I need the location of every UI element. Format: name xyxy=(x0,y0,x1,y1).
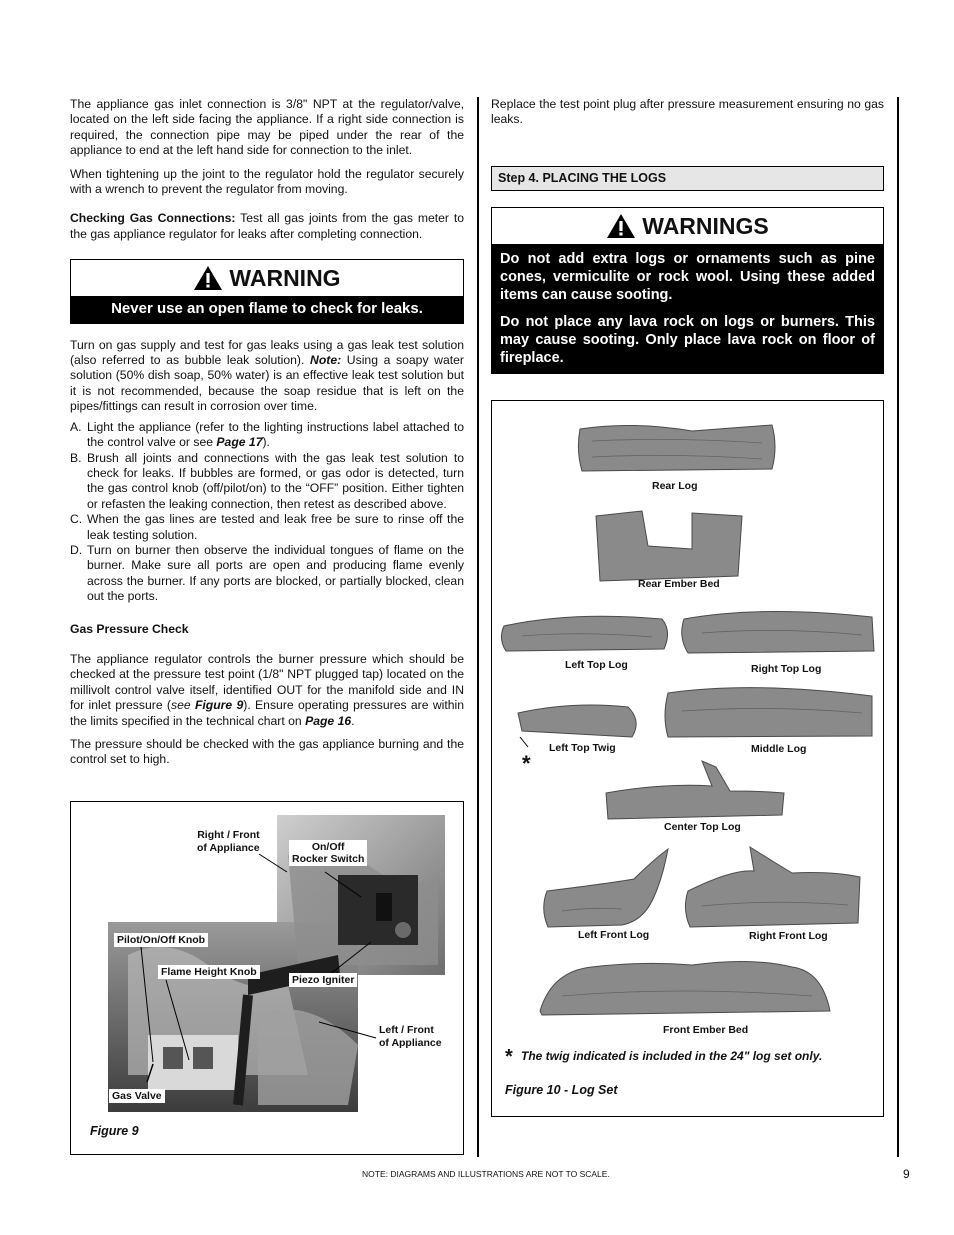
leak-test-text: Turn on gas supply and test for gas leaks using a gas leak test solution (also referred to as bubble leak solution). xyxy=(70,337,464,368)
list-item xyxy=(70,451,464,513)
list-item-text: Turn on burner then observe the individual tongues of flame on the burner. Make sure all ports are open and producing flame evenly across the burner. If any ports are blocked, or partially blocked, clean out the ports. xyxy=(87,542,464,604)
leak-warning-box xyxy=(70,259,464,323)
twig-note-asterisk: * xyxy=(505,1046,513,1068)
list-item-key: D. xyxy=(70,542,83,557)
list-item-text: Brush all joints and connections with the gas leak test solution to check for leaks. If bubbles are formed, or gas odor is detected, turn the gas control knob (off/pilot/on) to the “OFF” position. Either tighten or refasten the leaking connection, then retest as described above. xyxy=(87,450,464,511)
checking-connections-paragraph xyxy=(70,211,464,242)
gas-inlet-paragraph: The appliance gas inlet connection is 3/8" NPT at the regulator/valve, located on the left side facing the appliance. If a right side connection is required, the connection pipe may be piped under the rear of the appliance to end at the left hand side for connection to the inlet. xyxy=(70,97,464,158)
log-warnings-box xyxy=(491,207,884,374)
left-column xyxy=(70,97,464,776)
leak-warning-header xyxy=(71,260,463,296)
leak-test-note-text: Using a soapy water solution (50% dish soap, 50% water) is an effective leak test solution but it is not recommended, because the soap residue that is left on the pipes/fittings can result in corrosion over time. xyxy=(70,353,464,414)
log-warnings-title: WARNINGS xyxy=(642,212,769,239)
gas-pressure-text: The appliance regulator controls the burner pressure which should be checked at the pressure test point (1/8" NPT plugged tap) located on the millivolt control valve itself, identified OUT for the manifold side and IN for inlet pressure ( xyxy=(70,651,464,713)
log-set-illustration xyxy=(492,401,883,1116)
figure-10-frame xyxy=(491,400,884,1117)
rear-ember-bed-label: Rear Ember Bed xyxy=(638,578,720,590)
gas-pressure-text-3: . xyxy=(351,713,355,728)
middle-log-label: Middle Log xyxy=(751,743,807,755)
leak-test-paragraph xyxy=(70,338,464,415)
pilot-knob-label: Pilot/On/Off Knob xyxy=(114,933,208,947)
log-warnings-header xyxy=(492,208,883,244)
gas-valve-label: Gas Valve xyxy=(109,1089,165,1103)
footer-note: NOTE: DIAGRAMS AND ILLUSTRATIONS ARE NOT TO SCALE. xyxy=(362,1169,610,1179)
page-edge-rule xyxy=(897,97,899,1157)
warning-triangle-icon xyxy=(606,213,636,239)
figure-10-caption: Figure 10 - Log Set xyxy=(505,1083,618,1097)
figure-reference: Figure 9 xyxy=(190,698,244,713)
warning-triangle-icon xyxy=(193,265,223,291)
step-4-heading: Step 4. PLACING THE LOGS xyxy=(491,166,884,191)
page-number: 9 xyxy=(903,1167,910,1181)
front-ember-bed-label: Front Ember Bed xyxy=(663,1024,749,1036)
list-item-key: B. xyxy=(70,450,82,465)
gas-pressure-text-2: ). Ensure operating pressures are within the limits specified in the technical chart on xyxy=(70,698,464,728)
leak-test-steps xyxy=(70,420,464,605)
right-top-log-label: Right Top Log xyxy=(751,663,822,675)
page-reference: Page 16 xyxy=(305,713,352,728)
checking-connections-label: Checking Gas Connections: xyxy=(70,211,236,226)
list-item-text: When the gas lines are tested and leak free be sure to rinse off the leak testing solution. xyxy=(87,512,464,542)
figure-9-caption: Figure 9 xyxy=(90,1124,139,1138)
gas-pressure-heading: Gas Pressure Check xyxy=(70,621,189,636)
list-item xyxy=(70,512,464,543)
checking-connections-text: Test all gas joints from the gas meter to the gas appliance regulator for leaks after completing connection. xyxy=(70,211,465,241)
leak-warning-title: WARNING xyxy=(229,264,341,291)
left-front-label: Left / Front of Appliance xyxy=(379,1024,442,1049)
warning-lava-rock-text: Do not place any lava rock on logs or burners. This may cause sooting. Only place lava rock on floor of fireplace. xyxy=(500,314,875,367)
leak-warning-text: Never use an open flame to check for leaks. xyxy=(71,296,463,322)
page-reference: Page 17 xyxy=(216,435,263,450)
gas-pressure-paragraph xyxy=(70,652,464,729)
list-item xyxy=(70,543,464,605)
column-divider xyxy=(477,97,479,1157)
twig-asterisk: * xyxy=(522,751,531,776)
center-top-log-label: Center Top Log xyxy=(664,821,741,833)
twig-note: The twig indicated is included in the 24" log set only. xyxy=(521,1049,823,1063)
onoff-switch-label: On/Off Rocker Switch xyxy=(289,840,367,866)
see-text: see xyxy=(170,698,191,713)
leak-test-note-label: Note: xyxy=(310,353,342,368)
left-front-log-label: Left Front Log xyxy=(578,929,650,941)
left-top-log-label: Left Top Log xyxy=(565,659,628,671)
left-top-twig-label: Left Top Twig xyxy=(549,742,616,754)
figure-9-frame xyxy=(70,801,464,1155)
rear-log-label: Rear Log xyxy=(652,480,698,492)
list-item xyxy=(70,420,464,451)
warning-ornaments-text: Do not add extra logs or ornaments such as pine cones, vermiculite or rock wool. Using these added items can cause sooting. xyxy=(500,251,875,304)
pressure-check-paragraph: The pressure should be checked with the gas appliance burning and the control set to high. xyxy=(70,737,464,767)
flame-height-label: Flame Height Knob xyxy=(158,965,260,979)
right-column xyxy=(491,97,884,374)
right-front-log-label: Right Front Log xyxy=(749,930,828,942)
tightening-paragraph: When tightening up the joint to the regulator hold the regulator securely with a wrench to prevent the regulator from moving. xyxy=(70,166,464,197)
list-item-text: Light the appliance (refer to the lighting instructions label attached to the control valve or see xyxy=(87,419,464,450)
log-warnings-body xyxy=(492,244,883,373)
replace-plug-paragraph: Replace the test point plug after pressure measurement ensuring no gas leaks. xyxy=(491,97,884,127)
list-item-key: C. xyxy=(70,512,83,527)
list-item-tail: ). xyxy=(262,435,270,450)
piezo-igniter-label: Piezo Igniter xyxy=(289,973,357,987)
list-item-key: A. xyxy=(70,419,82,434)
right-front-label: Right / Front of Appliance xyxy=(197,829,260,854)
